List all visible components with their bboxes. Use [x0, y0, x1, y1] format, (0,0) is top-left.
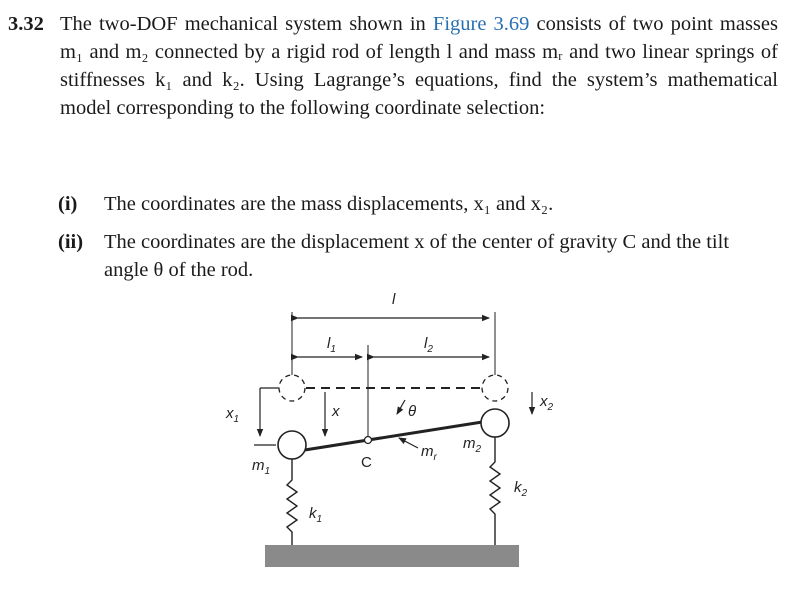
label-x1: $x_1$ — [226, 405, 240, 425]
part-ii-label: (ii) — [58, 231, 84, 253]
spring-k2 — [490, 437, 500, 545]
label-theta: θ — [408, 403, 417, 420]
label-l1: $l_1$ — [327, 335, 336, 355]
label-l: l — [392, 291, 396, 308]
rod-mass-pointer-arrow — [399, 438, 418, 448]
problem-text-intro: The two-DOF mechanical system shown in — [60, 13, 433, 35]
label-k2: $k_2$ — [514, 479, 528, 499]
label-c: C — [361, 454, 372, 471]
part-i-label: (i) — [58, 193, 78, 215]
problem-text-body: consists of two point masses m₁ and m₂ connected by a rigid rod of length l and mass mᵣ and two linear springs of stiffnesses k₁ and k₂. Using Lagrange’s equations, find the system’s mathematical model corresponding to the following coordinate selection: — [60, 13, 778, 119]
mass-2-reference-position — [482, 375, 508, 401]
displacement-x1-indicator — [254, 388, 279, 445]
spring-k1 — [287, 458, 297, 545]
ground — [265, 545, 519, 567]
mass-2 — [481, 409, 509, 437]
problem-number: 3.32 — [8, 13, 44, 35]
label-m2: $m_2$ — [463, 435, 482, 455]
center-of-gravity-c — [365, 437, 372, 444]
label-x2: $x_2$ — [540, 393, 554, 413]
dimension-extension-lines — [292, 312, 495, 436]
label-k1: $k_1$ — [309, 505, 323, 525]
label-m1: $m_1$ — [252, 457, 271, 477]
label-l2: $l_2$ — [424, 335, 433, 355]
part-i-text: The coordinates are the mass displacements, x₁ and x₂. — [104, 193, 554, 215]
part-ii-text: The coordinates are the displacement x of the center of gravity C and the tilt angle θ of the rod. — [104, 231, 730, 281]
mass-1 — [278, 431, 306, 459]
label-x: x — [332, 403, 340, 420]
label-mr: $m_r$ — [421, 443, 437, 463]
theta-rotation-arrow — [397, 400, 405, 414]
figure-reference-link[interactable]: Figure 3.69 — [432, 13, 530, 35]
mass-1-reference-position — [279, 375, 305, 401]
